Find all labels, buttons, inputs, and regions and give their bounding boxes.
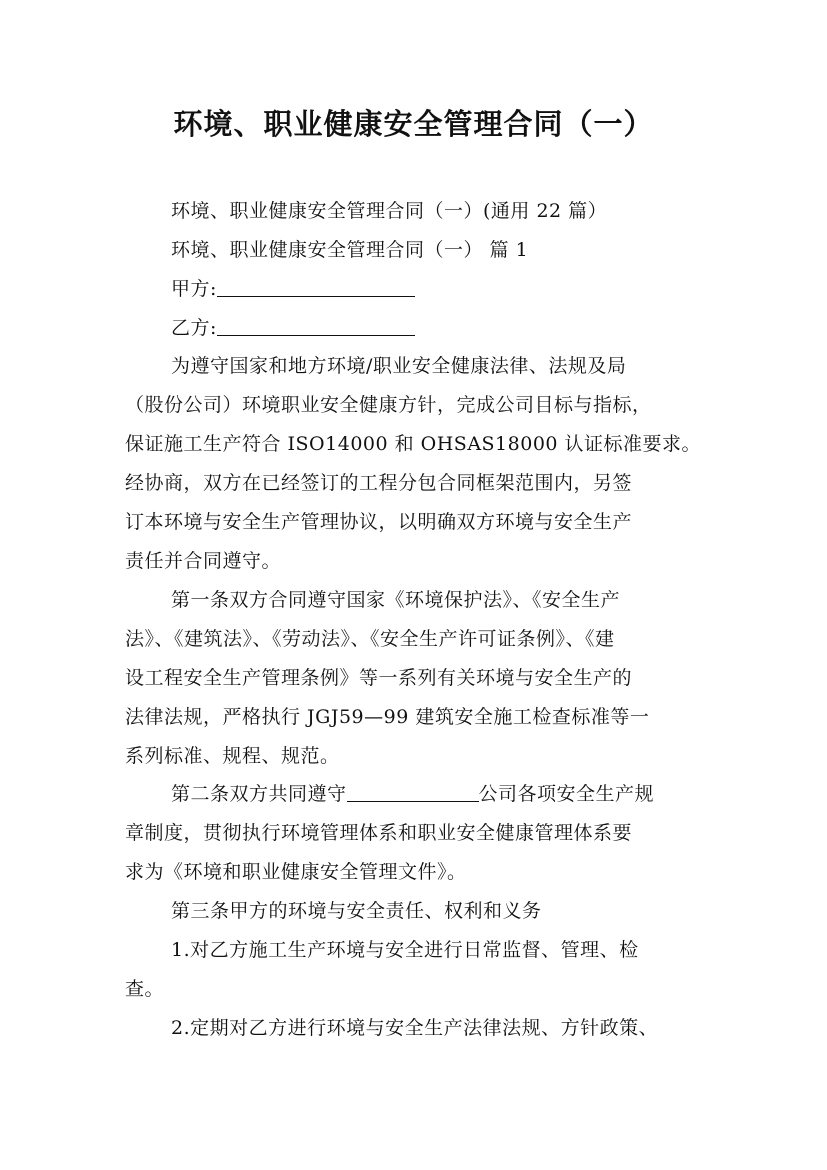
party-a-label: 甲方: (171, 278, 217, 300)
article3-heading: 第三条甲方的环境与安全责任、权利和义务 (171, 900, 542, 922)
paragraph-line: 2.定期对乙方进行环境与安全生产法律法规、方针政策、 (171, 1017, 659, 1039)
part-heading: 环境、职业健康安全管理合同（一） 篇 1 (171, 239, 529, 261)
company-name-blank (347, 783, 479, 802)
party-a-line (171, 270, 711, 309)
party-b-label: 乙方: (171, 317, 217, 339)
article2-suffix: 公司各项安全生产规 (478, 783, 655, 805)
paragraph-line: 法》、《建筑法》、《劳动法》、《安全生产许可证条例》、《建 (125, 628, 615, 650)
paragraph-line: 订本环境与安全生产管理协议，以明确双方环境与安全生产 (125, 511, 633, 533)
party-a-blank (217, 278, 415, 297)
paragraph-line: 系列标准、规程、规范。 (125, 745, 340, 767)
paragraph-line: 章制度，贯彻执行环境管理体系和职业安全健康管理体系要 (125, 822, 633, 844)
paragraph-line: 法律法规，严格执行 JGJ59—99 建筑安全施工检查标准等一 (125, 706, 650, 728)
paragraph-line: 经协商，双方在已经签订的工程分包合同框架范围内，另签 (125, 472, 633, 494)
document-title: 环境、职业健康安全管理合同（一） (173, 107, 654, 141)
paragraph-line: 第一条双方合同遵守国家《环境保护法》、《安全生产 (171, 589, 621, 611)
paragraph-line: 为遵守国家和地方环境/职业安全健康法律、法规及局 (171, 355, 627, 377)
paragraph-line: 求为《环境和职业健康安全管理文件》。 (125, 861, 467, 883)
paragraph-line: 保证施工生产符合 ISO14000 和 OHSAS18000 认证标准要求。 (125, 433, 702, 455)
paragraph-line: 查。 (125, 978, 165, 1000)
paragraph-line: 设工程安全生产管理条例》等一系列有关环境与安全生产的 (125, 667, 633, 689)
party-b-line (171, 309, 711, 348)
paragraph-line: 1.对乙方施工生产环境与安全进行日常监督、管理、检 (171, 939, 639, 961)
paragraph-line: （股份公司）环境职业安全健康方针，完成公司目标与指标， (125, 394, 652, 416)
article2-prefix: 第二条双方共同遵守 (171, 783, 347, 805)
subtitle: 环境、职业健康安全管理合同（一）(通用 22 篇） (171, 200, 608, 222)
paragraph-line: 责任并合同遵守。 (125, 550, 282, 572)
party-b-blank (217, 317, 415, 336)
article2-first-line (171, 775, 711, 814)
